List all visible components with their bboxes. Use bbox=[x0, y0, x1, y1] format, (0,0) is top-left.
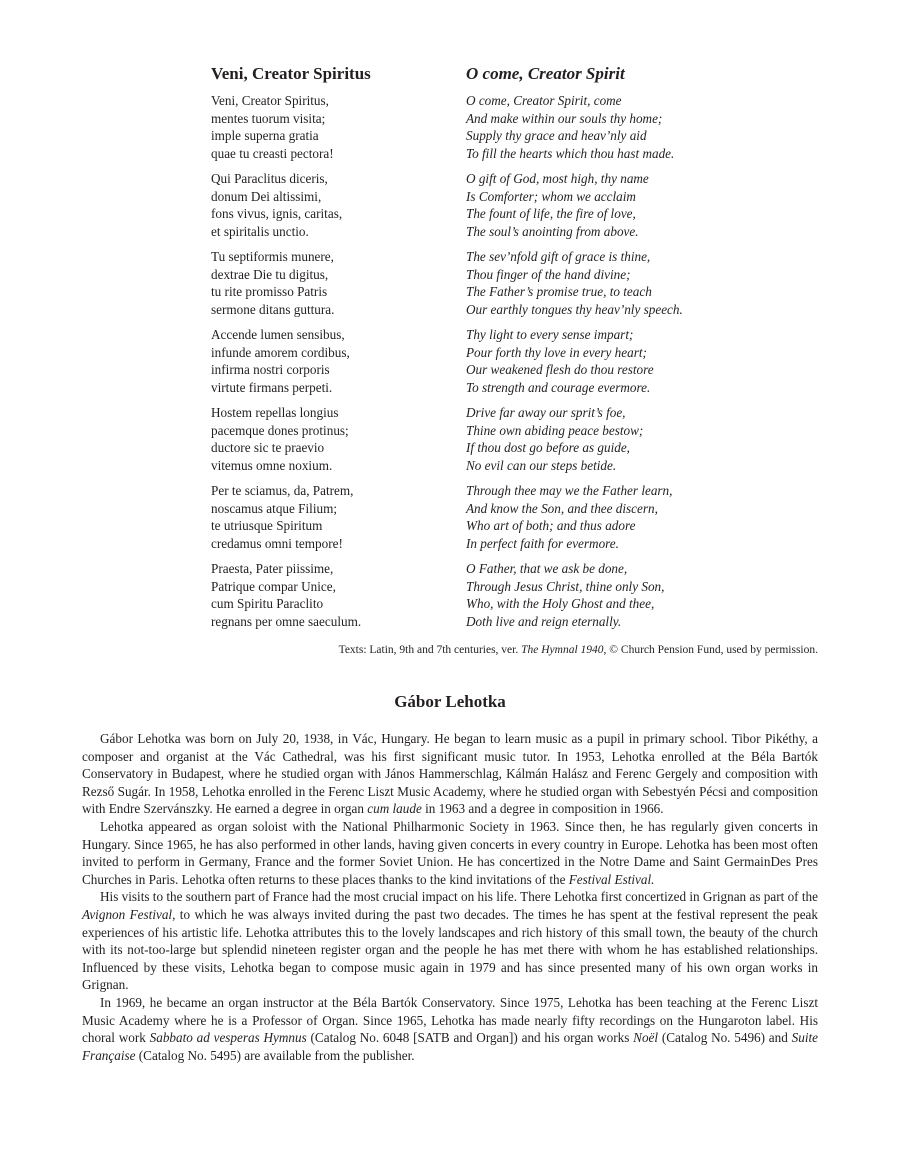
latin-line: fons vivus, ignis, caritas, bbox=[211, 206, 343, 222]
latin-line: imple superna gratia bbox=[211, 128, 319, 144]
latin-line: Praesta, Pater piissime, bbox=[211, 561, 334, 576]
latin-line: te utriusque Spiritum bbox=[211, 518, 323, 534]
english-stanza bbox=[466, 170, 766, 248]
paragraph-text: In 1969, he became an organ instructor at the Béla Bartók Conservatory. Since 1975, Lehotka has been teaching at the Ferenc Liszt Music Academy where he is a Professor of Organ. Since 1965, Lehotka has made nearly fifty recordings on the Hungaroton label. His choral work bbox=[82, 994, 818, 1046]
latin-stanza bbox=[211, 92, 461, 170]
english-line: O gift of God, most high, thy name bbox=[466, 171, 649, 186]
paragraph-text: (Catalog No. 5495) are available from the publisher. bbox=[135, 1047, 415, 1063]
paragraph-text: (Catalog No. 6048 [SATB and Organ]) and his organ works bbox=[306, 1030, 634, 1046]
latin-line: dextrae Die tu digitus, bbox=[211, 266, 329, 282]
latin-line: Per te sciamus, da, Patrem, bbox=[211, 483, 354, 498]
italic-title: Festival Estival. bbox=[568, 871, 655, 887]
latin-column bbox=[211, 62, 461, 638]
text-credit bbox=[262, 642, 818, 658]
latin-stanza bbox=[211, 326, 461, 404]
latin-line: Tu septiformis munere, bbox=[211, 249, 334, 264]
latin-line: Qui Paraclitus diceris, bbox=[211, 171, 328, 186]
english-line: Who, with the Holy Ghost and thee, bbox=[466, 596, 655, 612]
english-line: O come, Creator Spirit, come bbox=[466, 93, 622, 108]
credit-hymnal: The Hymnal 1940 bbox=[521, 644, 604, 656]
english-line: No evil can our steps betide. bbox=[466, 457, 617, 473]
latin-stanza bbox=[211, 482, 461, 560]
english-line: To strength and courage evermore. bbox=[466, 379, 651, 395]
latin-line: mentes tuorum visita; bbox=[211, 110, 326, 126]
english-line: The soul’s anointing from above. bbox=[466, 223, 639, 239]
credit-prefix: Texts: Latin, 9th and 7th centuries, ver. bbox=[338, 644, 522, 656]
latin-line: virtute firmans perpeti. bbox=[211, 379, 333, 395]
english-line: Supply thy grace and heav’nly aid bbox=[466, 128, 647, 144]
paragraph-text: in 1963 and a degree in composition in 1966. bbox=[421, 801, 664, 817]
latin-title: Veni, Creator Spiritus bbox=[211, 64, 371, 83]
english-stanza bbox=[466, 92, 766, 170]
paragraph-text: (Catalog No. 5496) and bbox=[658, 1030, 792, 1046]
english-stanza bbox=[466, 404, 766, 482]
english-line: Pour forth thy love in every heart; bbox=[466, 344, 647, 360]
paragraph-text: Gábor Lehotka was born on July 20, 1938, in Vác, Hungary. He began to learn music as a pupil in primary school. Tibor Pikéthy, a composer and organist at the Vác Cathedral, was his first significant music tutor. In 1953, Lehotka enrolled at the Béla Bartók Conservatory in Budapest, where he studied organ with János Hammerschlag, Kálmán Halász and Ferenc Gergely and composition with Rezső Sugár. In 1958, Lehotka enrolled in the Ferenc Liszt Music Academy, where he studied organ with Sebestyén Pécsi and composition with Endre Szervánszky. He earned a degree in organ bbox=[82, 731, 818, 817]
english-line: The fount of life, the fire of love, bbox=[466, 206, 636, 222]
english-line: Drive far away our sprit’s foe, bbox=[466, 405, 626, 420]
latin-line: noscamus atque Filium; bbox=[211, 500, 338, 516]
english-line: Through thee may we the Father learn, bbox=[466, 483, 673, 498]
latin-stanza bbox=[211, 248, 461, 326]
latin-line: ductore sic te praevio bbox=[211, 440, 325, 456]
latin-line: donum Dei altissimi, bbox=[211, 188, 322, 204]
english-stanzas bbox=[466, 92, 766, 638]
english-stanza bbox=[466, 560, 766, 638]
latin-line: Veni, Creator Spiritus, bbox=[211, 93, 329, 108]
english-line: Is Comforter; whom we acclaim bbox=[466, 188, 636, 204]
english-stanza bbox=[466, 482, 766, 560]
biography-paragraph bbox=[82, 730, 818, 818]
english-line: The Father’s promise true, to teach bbox=[466, 284, 652, 300]
english-stanza bbox=[466, 248, 766, 326]
biography-title: Gábor Lehotka bbox=[394, 692, 506, 711]
credit-suffix: , © Church Pension Fund, used by permission. bbox=[603, 644, 818, 656]
latin-line: pacemque dones protinus; bbox=[211, 422, 349, 438]
biography-paragraph bbox=[82, 888, 818, 994]
latin-line: infirma nostri corporis bbox=[211, 362, 330, 378]
english-line: Our weakened flesh do thou restore bbox=[466, 362, 654, 378]
english-line: Who art of both; and thus adore bbox=[466, 518, 636, 534]
latin-stanza bbox=[211, 404, 461, 482]
english-line: To fill the hearts which thou hast made. bbox=[466, 145, 675, 161]
latin-stanza bbox=[211, 560, 461, 638]
latin-line: Accende lumen sensibus, bbox=[211, 327, 345, 342]
italic-title: Noël bbox=[633, 1030, 659, 1046]
biography-paragraph bbox=[82, 818, 818, 888]
latin-line: sermone ditans guttura. bbox=[211, 301, 335, 317]
latin-line: quae tu creasti pectora! bbox=[211, 145, 334, 161]
english-line: Doth live and reign eternally. bbox=[466, 613, 622, 629]
english-line: If thou dost go before as guide, bbox=[466, 440, 630, 456]
latin-stanza bbox=[211, 170, 461, 248]
latin-line: infunde amorem cordibus, bbox=[211, 344, 350, 360]
english-line: O Father, that we ask be done, bbox=[466, 561, 628, 576]
italic-title: Suite Française bbox=[82, 1030, 818, 1063]
italic-title: Sabbato ad vesperas Hymnus bbox=[149, 1030, 307, 1046]
latin-line: regnans per omne saeculum. bbox=[211, 613, 362, 629]
english-column bbox=[466, 62, 766, 638]
paragraph-text: Lehotka appeared as organ soloist with the National Philharmonic Society in 1963. Since then, he has regularly given concerts in Hungary. Since 1965, he has also performed in other lands, having given concerts in every country in Europe. Lehotka has been most often invited to perform in Germany, France and the former Soviet Union. He has concertized in the Notre Dame and Saint GermainDes Pres Churches in Paris. Lehotka often returns to these places thanks to the kind invitations of the bbox=[82, 818, 818, 887]
latin-stanzas bbox=[211, 92, 461, 638]
latin-line: Patrique compar Unice, bbox=[211, 578, 336, 594]
italic-title: cum laude bbox=[367, 801, 422, 817]
latin-line: tu rite promisso Patris bbox=[211, 284, 328, 300]
latin-line: et spiritalis unctio. bbox=[211, 223, 309, 239]
english-line: In perfect faith for evermore. bbox=[466, 535, 619, 551]
english-line: Thou finger of the hand divine; bbox=[466, 266, 631, 282]
english-line: Thine own abiding peace bestow; bbox=[466, 422, 644, 438]
english-title: O come, Creator Spirit bbox=[466, 64, 625, 83]
latin-line: vitemus omne noxium. bbox=[211, 457, 333, 473]
biography-paragraph bbox=[82, 994, 818, 1064]
english-line: Through Jesus Christ, thine only Son, bbox=[466, 578, 665, 594]
english-line: Our earthly tongues thy heav’nly speech. bbox=[466, 301, 683, 317]
latin-line: cum Spiritu Paraclito bbox=[211, 596, 324, 612]
english-line: And make within our souls thy home; bbox=[466, 110, 663, 126]
paragraph-text: , to which he was always invited during the past two decades. The times he has spent at the festival represent the peak experiences of his artistic life. Lehotka attributes this to the lovely landscapes and rich history of this small town, the beauty of the church with its not-too-large but splendid nineteen register organ and the people he has met there with whom he has established relationships. Influenced by these visits, Lehotka began to compose music again in 1979 and has since presented many of his own organ works in Grignan. bbox=[82, 906, 818, 993]
english-line: And know the Son, and thee discern, bbox=[466, 500, 658, 516]
english-line: The sev’nfold gift of grace is thine, bbox=[466, 249, 651, 264]
italic-title: Avignon Festival bbox=[82, 906, 173, 922]
biography-body bbox=[82, 730, 818, 1064]
latin-line: Hostem repellas longius bbox=[211, 405, 339, 420]
english-line: Thy light to every sense impart; bbox=[466, 327, 634, 342]
latin-line: credamus omni tempore! bbox=[211, 535, 343, 551]
english-stanza bbox=[466, 326, 766, 404]
paragraph-text: His visits to the southern part of France had the most crucial impact on his life. There Lehotka first concertized in Grignan as part of the bbox=[100, 889, 818, 905]
